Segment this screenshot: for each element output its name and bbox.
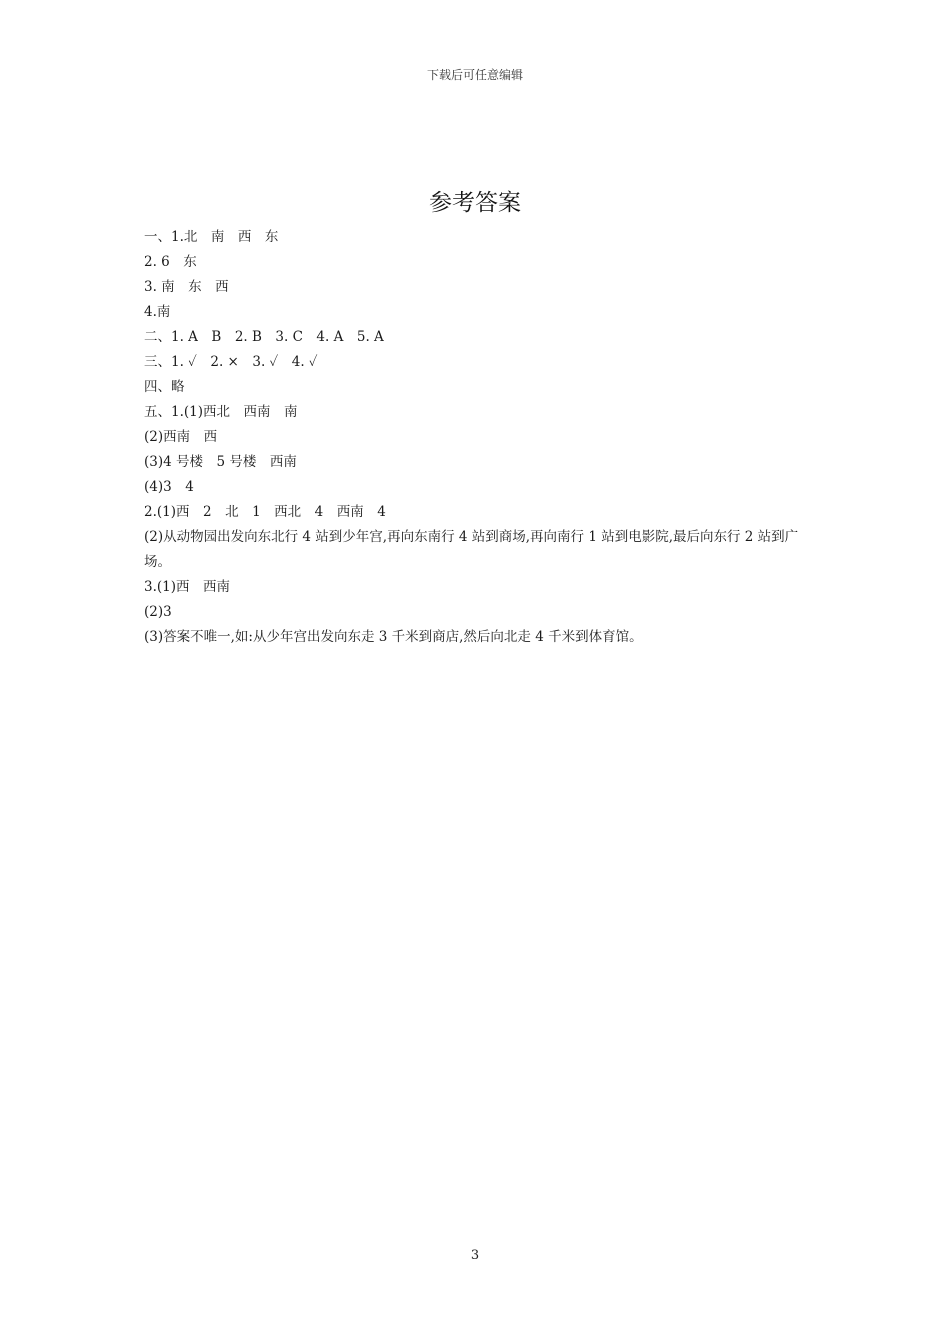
answer-line: (3)4 号楼 5 号楼 西南 xyxy=(144,454,297,470)
answer-line: (3)答案不唯一,如:从少年宫出发向东走 3 千米到商店,然后向北走 4 千米到体育馆。 xyxy=(144,629,643,645)
answer-line: 2.(1)西 2 北 1 西北 4 西南 4 xyxy=(144,504,386,520)
answer-line: 2. 6 东 xyxy=(144,254,197,270)
answer-line: 三、1. ✓ 2. × 3. ✓ 4. ✓ xyxy=(144,354,318,370)
answer-line: 3.(1)西 西南 xyxy=(144,579,231,595)
answer-list xyxy=(144,225,814,650)
answer-line: 五、1.(1)西北 西南 南 xyxy=(144,404,298,420)
page-number: 3 xyxy=(470,1248,480,1263)
header-note: 下载后可任意编辑 xyxy=(426,68,523,82)
answer-line: (2)从动物园出发向东北行 4 站到少年宫,再向东南行 4 站到商场,再向南行 1 站到电影院,最后向东行 2 站到广场。 xyxy=(144,529,799,570)
answer-line: (2)西南 西 xyxy=(144,429,218,445)
answer-line: 二、1. A B 2. B 3. C 4. A 5. A xyxy=(144,329,384,345)
answer-line: (4)3 4 xyxy=(144,479,194,495)
answer-line: 3. 南 东 西 xyxy=(144,279,229,295)
answer-line: 四、略 xyxy=(144,379,185,395)
page-title: 参考答案 xyxy=(429,190,521,216)
answer-line: 一、1.北 南 西 东 xyxy=(144,229,279,245)
answer-line: (2)3 xyxy=(144,604,172,620)
answer-line: 4.南 xyxy=(144,304,171,320)
